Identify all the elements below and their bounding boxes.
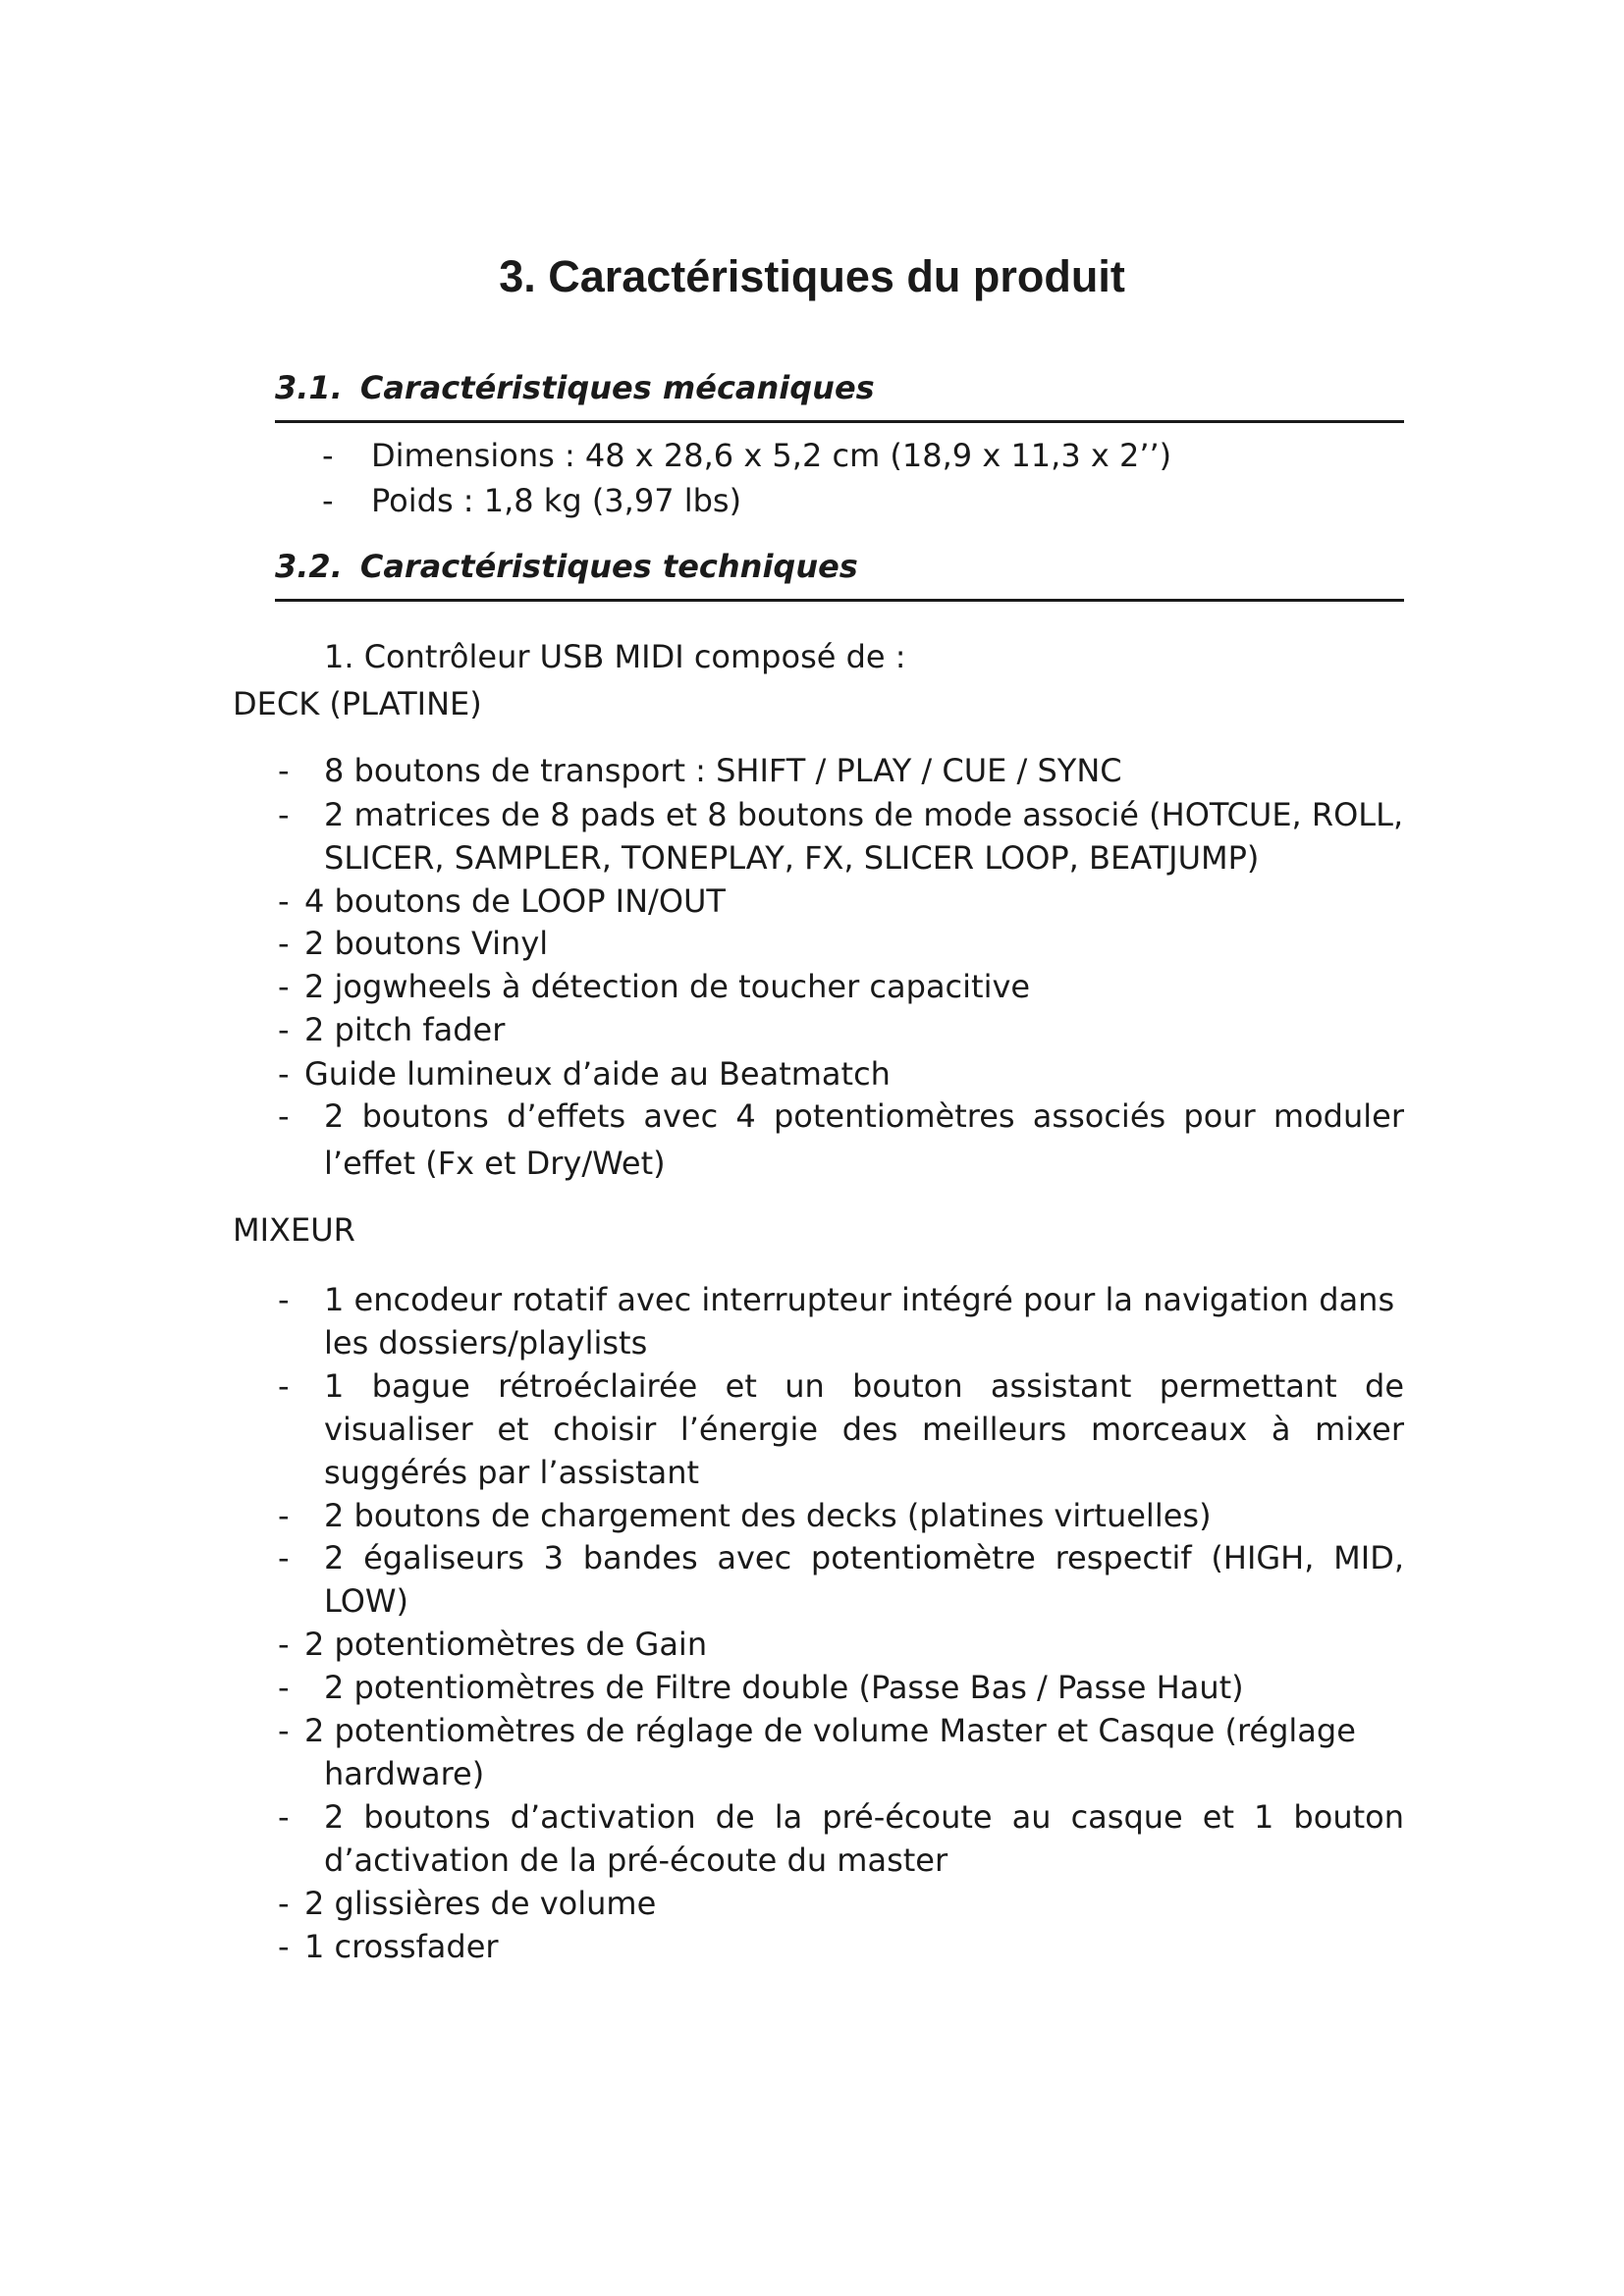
list-item: 4 boutons de LOOP IN/OUT <box>304 882 726 920</box>
list-bullet: - <box>278 925 290 962</box>
list-item: 1 bague rétroéclairée et un bouton assistant permettant de <box>324 1367 1404 1405</box>
list-item-continuation: suggérés par l’assistant <box>324 1454 700 1491</box>
controller-intro: 1. Contrôleur USB MIDI composé de : <box>324 638 906 675</box>
section-title: Caractéristiques techniques <box>359 548 858 585</box>
list-item: 2 potentiomètres de Filtre double (Passe Bas / Passe Haut) <box>324 1669 1244 1706</box>
list-item-continuation: les dossiers/playlists <box>324 1324 648 1362</box>
list-item: 2 boutons de chargement des decks (platines virtuelles) <box>324 1497 1212 1534</box>
list-bullet: - <box>322 437 334 474</box>
list-item-weight: Poids : 1,8 kg (3,97 lbs) <box>371 482 742 519</box>
list-item: 1 encodeur rotatif avec interrupteur intégré pour la navigation dans <box>324 1281 1395 1318</box>
list-bullet: - <box>322 482 334 519</box>
group-title-deck: DECK (PLATINE) <box>233 685 482 722</box>
list-item: 2 égaliseurs 3 bandes avec potentiomètre respectif (HIGH, MID, <box>324 1539 1404 1576</box>
list-item-continuation: SLICER, SAMPLER, TONEPLAY, FX, SLICER LOOP, BEATJUMP) <box>324 839 1260 877</box>
list-bullet: - <box>278 1712 290 1749</box>
section-heading-mechanical <box>275 369 1404 423</box>
section-title: Caractéristiques mécaniques <box>359 369 875 406</box>
chapter-title: 3. Caractéristiques du produit <box>499 251 1125 301</box>
list-bullet: - <box>278 1928 290 1965</box>
list-item: Guide lumineux d’aide au Beatmatch <box>304 1055 891 1093</box>
list-item: 2 glissières de volume <box>304 1885 657 1922</box>
list-item-continuation: LOW) <box>324 1582 408 1620</box>
list-item-continuation: l’effet (Fx et Dry/Wet) <box>324 1145 666 1182</box>
list-item: 2 potentiomètres de réglage de volume Master et Casque (réglage <box>304 1712 1356 1749</box>
section-number: 3.1. <box>275 369 343 406</box>
list-item-dimensions: Dimensions : 48 x 28,6 x 5,2 cm (18,9 x 11,3 x 2’’) <box>371 437 1172 474</box>
list-bullet: - <box>278 968 290 1005</box>
list-item: 2 matrices de 8 pads et 8 boutons de mode associé (HOTCUE, ROLL, <box>324 796 1404 833</box>
list-item: 2 potentiomètres de Gain <box>304 1626 708 1663</box>
section-heading-technical <box>275 548 1404 602</box>
section-number: 3.2. <box>275 548 343 585</box>
list-item-continuation: visualiser et choisir l’énergie des meilleurs morceaux à mixer <box>324 1411 1404 1448</box>
list-bullet: - <box>278 1669 290 1706</box>
list-bullet: - <box>278 1055 290 1093</box>
group-title-mixer: MIXEUR <box>233 1211 355 1249</box>
list-bullet: - <box>278 752 290 789</box>
list-item: 2 boutons Vinyl <box>304 925 549 962</box>
list-item: 2 boutons d’activation de la pré-écoute au casque et 1 bouton <box>324 1798 1404 1836</box>
list-item: 1 crossfader <box>304 1928 499 1965</box>
list-bullet: - <box>278 1281 290 1318</box>
list-bullet: - <box>278 882 290 920</box>
list-bullet: - <box>278 1097 290 1135</box>
list-bullet: - <box>278 1497 290 1534</box>
list-bullet: - <box>278 1539 290 1576</box>
list-item-continuation: d’activation de la pré-écoute du master <box>324 1842 948 1879</box>
list-item: 2 pitch fader <box>304 1011 506 1048</box>
list-item: 2 jogwheels à détection de toucher capacitive <box>304 968 1031 1005</box>
list-item: 2 boutons d’effets avec 4 potentiomètres associés pour moduler <box>324 1097 1404 1135</box>
list-bullet: - <box>278 1011 290 1048</box>
list-bullet: - <box>278 1885 290 1922</box>
list-bullet: - <box>278 796 290 833</box>
list-item: 8 boutons de transport : SHIFT / PLAY / CUE / SYNC <box>324 752 1122 789</box>
list-bullet: - <box>278 1798 290 1836</box>
list-bullet: - <box>278 1367 290 1405</box>
list-item-continuation: hardware) <box>324 1755 485 1792</box>
list-bullet: - <box>278 1626 290 1663</box>
